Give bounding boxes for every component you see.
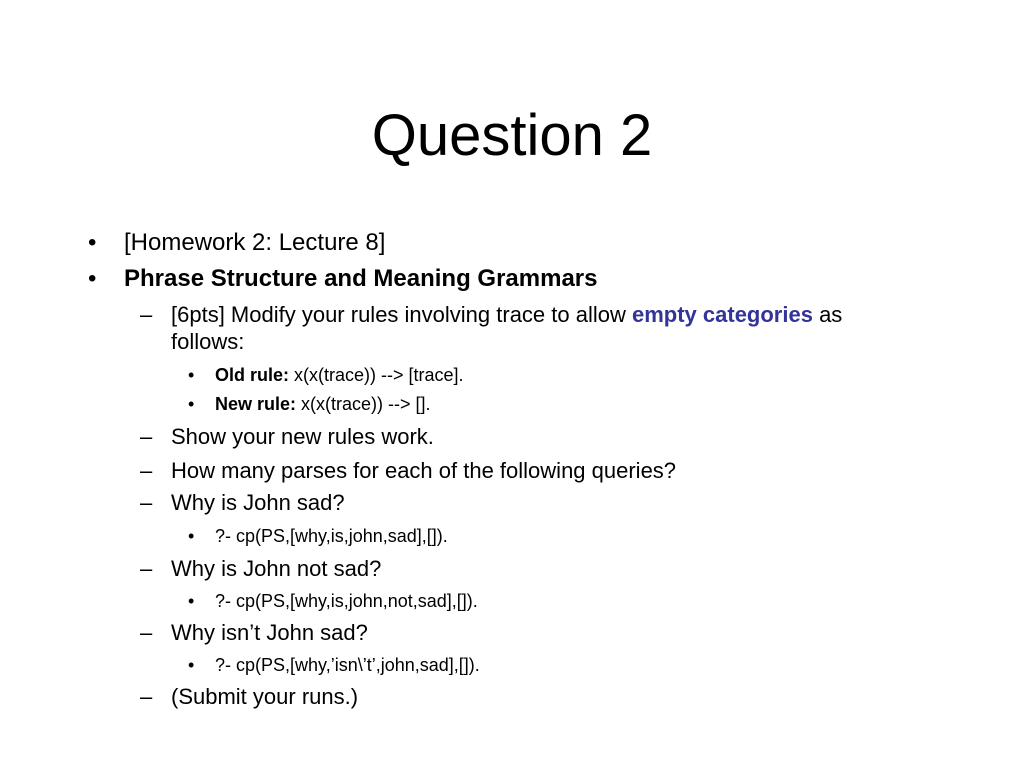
bullet-marker: • [188,394,195,414]
dash-marker: – [140,302,153,327]
bullet-topic: Phrase Structure and Meaning Grammars [124,265,598,292]
subitem-modify [171,300,842,330]
dash-marker: – [140,620,153,645]
new-rule [215,391,431,417]
bullet-marker: • [188,655,195,675]
bullet-homework: [Homework 2: Lecture 8] [124,229,386,256]
query-3: ?- cp(PS,[why,’isn\’t’,john,sad],[]). [215,655,480,675]
dash-marker: – [140,424,153,449]
query-2: ?- cp(PS,[why,is,john,not,sad],[]). [215,591,478,611]
dash-marker: – [140,684,153,709]
subitem-modify-continuation: follows: [171,329,245,354]
bullet-marker: • [88,265,97,292]
bullet-marker: • [188,591,195,611]
subitem-question-2: Why is John not sad? [171,556,382,581]
subitem-how-many: How many parses for each of the following queries? [171,458,677,483]
subitem-question-1: Why is John sad? [171,490,345,515]
bullet-marker: • [188,526,195,546]
old-rule [215,362,464,388]
subitem-question-3: Why isn’t John sad? [171,620,368,645]
old-rule-label: Old rule: [215,365,290,385]
modify-prefix: [6pts] Modify your rules involving trace to allow [171,302,632,327]
new-rule-label: New rule: [215,394,297,414]
dash-marker: – [140,490,153,515]
subitem-show: Show your new rules work. [171,424,434,449]
modify-suffix: as [812,302,843,327]
dash-marker: – [140,556,153,581]
slide-title: Question 2 [371,103,653,168]
bullet-marker: • [188,365,195,385]
query-1: ?- cp(PS,[why,is,john,sad],[]). [215,526,448,546]
empty-categories-highlight: empty categories [631,302,813,327]
dash-marker: – [140,458,153,483]
new-rule-code: x(x(trace)) --> []. [296,394,431,414]
subitem-submit: (Submit your runs.) [171,684,359,709]
old-rule-code: x(x(trace)) --> [trace]. [289,365,464,385]
bullet-marker: • [88,229,97,256]
